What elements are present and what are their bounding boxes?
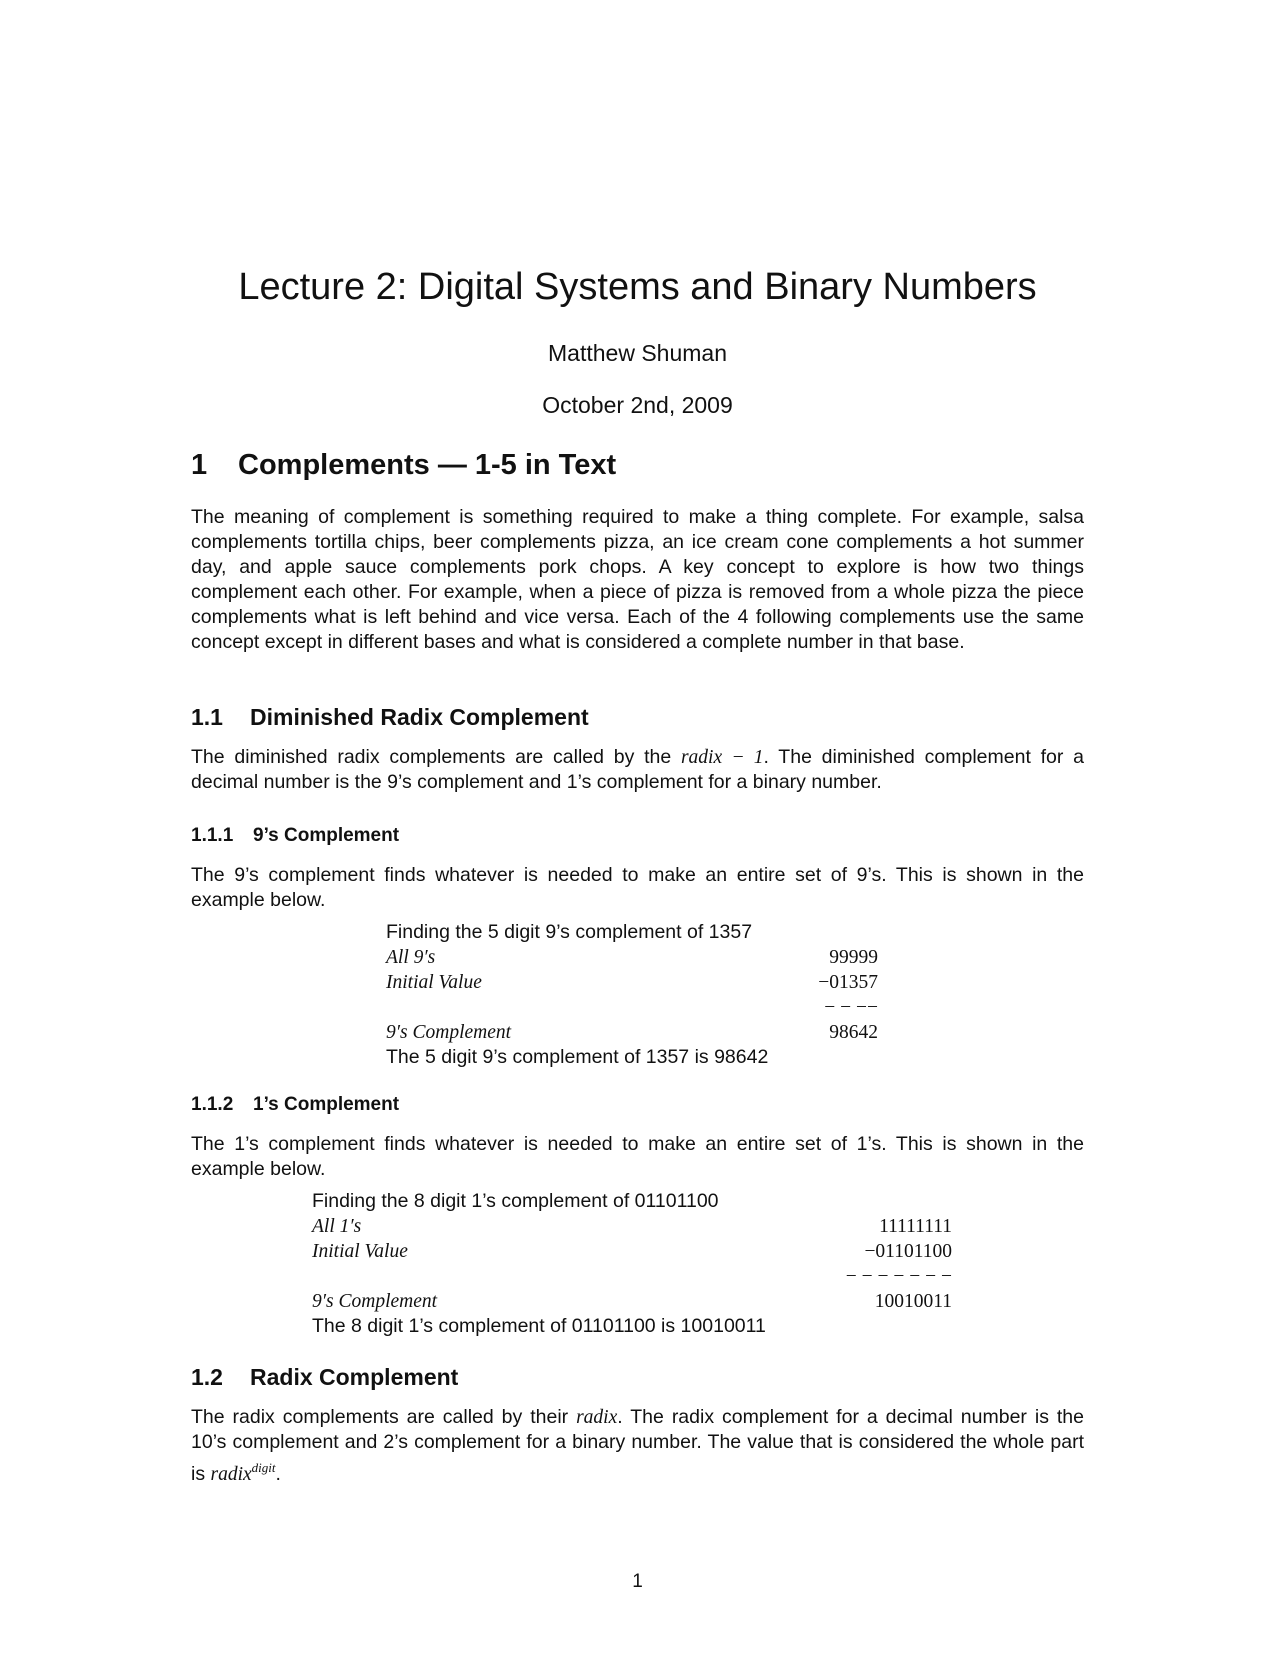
example-label: 9′s Complement — [386, 1022, 512, 1043]
example-footer: The 8 digit 1’s complement of 01101100 is 10010011 — [312, 1315, 766, 1337]
subsection-title: Radix Complement — [250, 1364, 459, 1390]
example-ones-complement — [312, 1189, 952, 1339]
example-divider: − − −− — [824, 997, 878, 1018]
subsection-title: Diminished Radix Complement — [250, 704, 589, 730]
math-superscript-digit: digit — [251, 1460, 276, 1475]
example-label: All 1′s — [312, 1216, 362, 1237]
body-text: The diminished radix complements are called by the — [191, 746, 681, 768]
subsubsection-heading-nines-complement — [191, 825, 1084, 847]
subsection-number: 1.2 — [191, 1364, 223, 1390]
example-value: 11111111 — [879, 1216, 952, 1237]
page-number: 1 — [632, 1571, 643, 1592]
example-label: Initial Value — [312, 1241, 408, 1262]
section-number: 1 — [191, 449, 208, 481]
body-text: The radix complements are called by their — [191, 1406, 577, 1428]
subsection-heading-radix-complement — [191, 1364, 1084, 1391]
math-radix-minus-one: radix − 1 — [680, 747, 764, 768]
example-value: 99999 — [829, 947, 878, 968]
example-result: 98642 — [829, 1022, 878, 1043]
subsubsection-heading-ones-complement — [191, 1094, 1084, 1116]
author: Matthew Shuman — [548, 340, 727, 366]
section-body-complements: The meaning of complement is something required to make a thing complete. For example, salsa complements tortilla chips, beer complements pizza, an ice cream cone complements a hot summer day, and apple sauce complements pork chops. A key concept to explore is how two things complement each other. For example, when a piece of pizza is removed from a whole pizza the piece complements what is left behind and vice versa. Each of the 4 following complements use the same concept except in different bases and what is considered a complete number in that base. — [191, 506, 1084, 653]
example-nines-complement — [386, 920, 878, 1070]
body-text: . The diminished complement for a decimal number is the 9’s complement and 1’s complement for a binary number. — [191, 746, 1084, 793]
subsection-heading-diminished-radix — [191, 704, 1084, 731]
body-text: . The radix complement for a decimal number is the 10’s complement and 2’s complement for a binary number. The value that is considered the whole part is — [191, 1406, 1084, 1485]
example-divider: − − − − − − − — [845, 1266, 952, 1287]
math-radix: radix — [576, 1407, 618, 1428]
subsubsection-title: 1’s Complement — [253, 1094, 400, 1115]
document-title: Lecture 2: Digital Systems and Binary Numbers — [238, 266, 1037, 308]
math-radix-base: radix — [210, 1464, 252, 1485]
subsubsection-title: 9’s Complement — [253, 825, 400, 846]
example-label: Initial Value — [386, 972, 482, 993]
example-value: −01357 — [818, 972, 878, 993]
subsection-body-diminished-radix — [191, 745, 1084, 795]
body-text: . — [275, 1463, 281, 1485]
section-title: Complements — 1-5 in Text — [238, 449, 617, 481]
subsubsection-number: 1.1.2 — [191, 1094, 234, 1115]
example-heading: Finding the 5 digit 9’s complement of 1357 — [386, 921, 753, 943]
example-label: 9′s Complement — [312, 1291, 438, 1312]
subsubsection-body-ones-complement: The 1’s complement finds whatever is needed to make an entire set of 1’s. This is shown in the example below. — [191, 1133, 1084, 1180]
example-value: −01101100 — [864, 1241, 952, 1262]
subsubsection-number: 1.1.1 — [191, 825, 234, 846]
example-label: All 9′s — [386, 947, 436, 968]
subsubsection-body-nines-complement: The 9’s complement finds whatever is needed to make an entire set of 9’s. This is shown in the example below. — [191, 864, 1084, 911]
example-footer: The 5 digit 9’s complement of 1357 is 98642 — [386, 1046, 769, 1068]
example-result: 10010011 — [874, 1291, 952, 1312]
date: October 2nd, 2009 — [542, 392, 733, 418]
subsection-body-radix-complement — [191, 1405, 1084, 1487]
example-heading: Finding the 8 digit 1’s complement of 01101100 — [312, 1190, 719, 1212]
section-heading-complements — [191, 449, 1084, 482]
subsection-number: 1.1 — [191, 704, 223, 730]
